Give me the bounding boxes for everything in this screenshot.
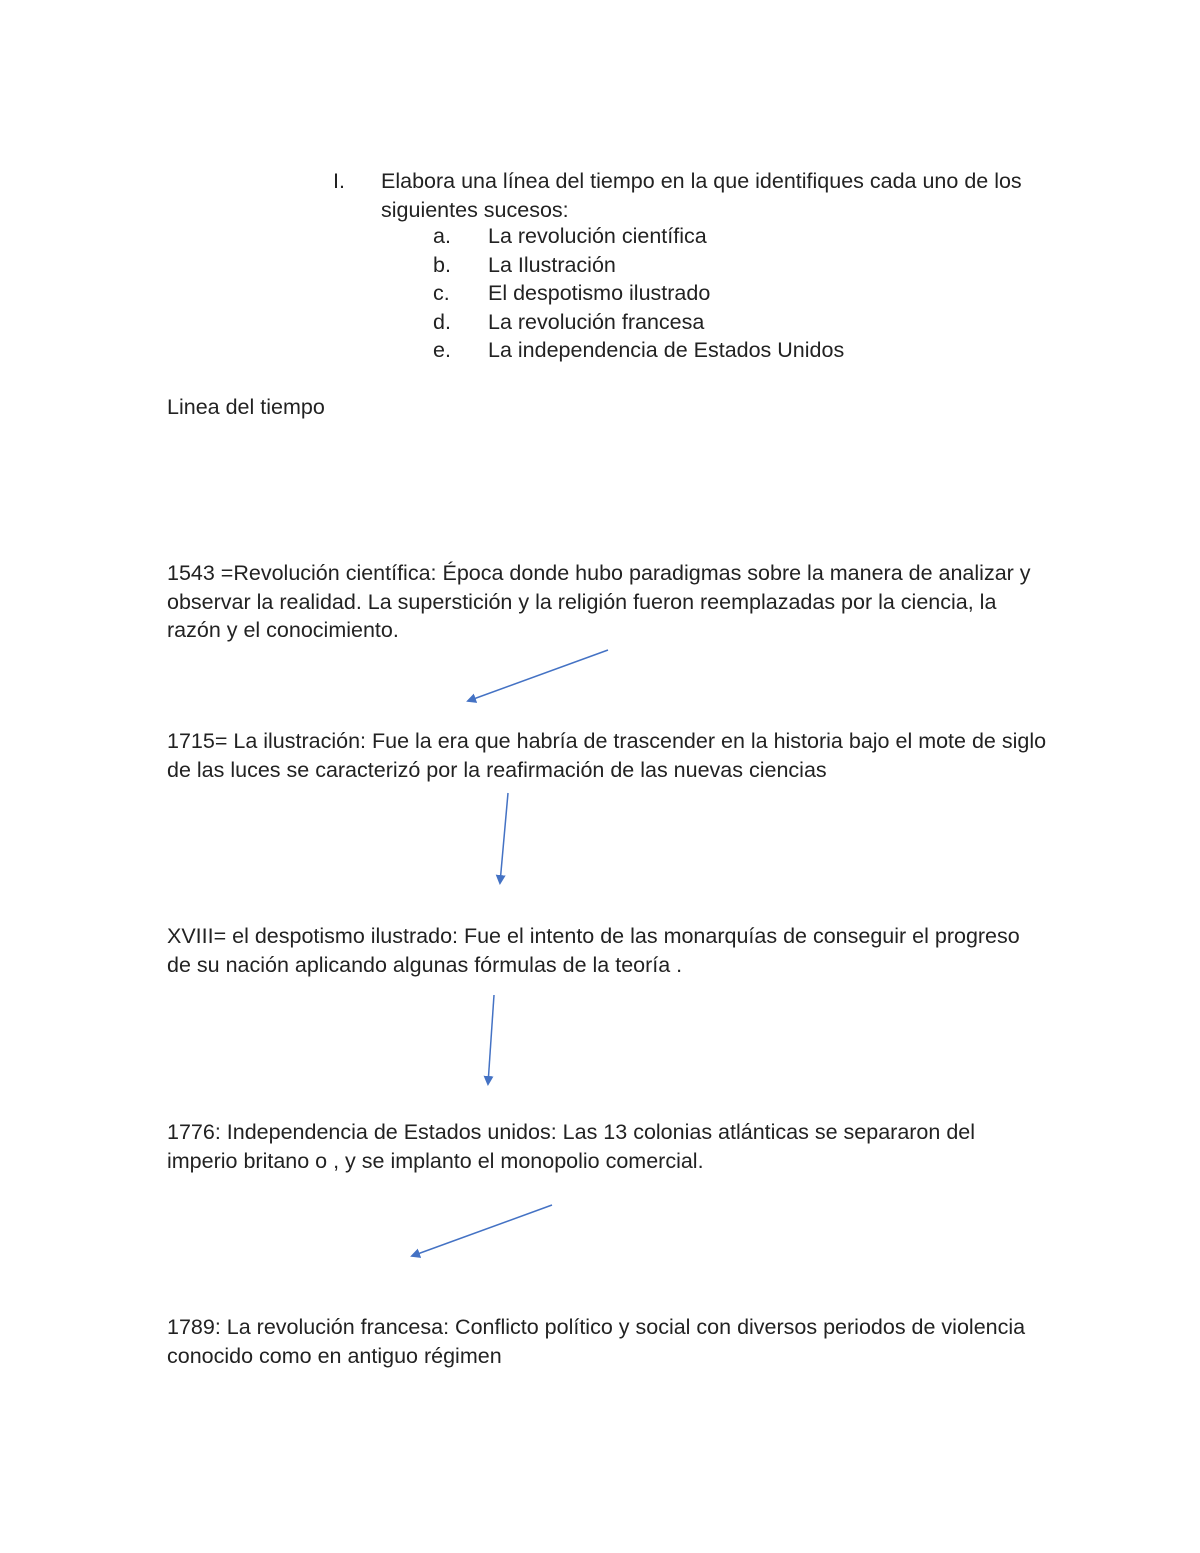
timeline-event-scientific-revolution: 1543 =Revolución científica: Época donde hubo paradigmas sobre la manera de analizar y observar la realidad. La superstición y la religión fueron reemplazadas por la ciencia, la razón y el conocimiento. (167, 561, 1031, 642)
list-item (433, 308, 844, 337)
arrow-3-icon (488, 995, 494, 1084)
events-list (433, 222, 844, 365)
list-marker: e. (433, 338, 451, 362)
list-marker: b. (433, 252, 451, 277)
list-marker: c. (433, 281, 450, 305)
list-item-label: La revolución francesa (488, 309, 705, 334)
arrow-4-icon (412, 1205, 552, 1256)
timeline-event-enlightenment: 1715= La ilustración: Fue la era que habría de trascender en la historia bajo el mote de siglo de las luces se caracterizó por la reafirmación de las nuevas ciencias (167, 729, 1047, 782)
timeline-event-french-revolution: 1789: La revolución francesa: Conflicto político y social con diversos periodos de violencia conocido como en antiguo régimen (167, 1315, 1026, 1368)
timeline-event-us-independence: 1776: Independencia de Estados unidos: Las 13 colonias atlánticas se separaron del imperio britano o , y se implanto el monopolio comercial. (167, 1120, 976, 1173)
list-item (433, 336, 844, 365)
list-marker: a. (433, 224, 451, 248)
list-marker: d. (433, 309, 451, 334)
list-item (433, 251, 844, 280)
list-item (433, 222, 844, 251)
question-text: Elabora una línea del tiempo en la que identifiques cada uno de los siguientes sucesos: (381, 169, 1022, 222)
list-item-label: El despotismo ilustrado (488, 281, 711, 305)
list-item-label: La Ilustración (488, 252, 616, 277)
list-item (433, 279, 844, 308)
list-item-label: La revolución científica (488, 224, 707, 248)
timeline-title: Linea del tiempo (167, 395, 325, 419)
arrow-1-icon (468, 650, 608, 701)
question-number: I. (333, 169, 345, 193)
timeline-event-enlightened-despotism: XVIII= el despotismo ilustrado: Fue el intento de las monarquías de conseguir el progreso de su nación aplicando algunas fórmulas de la teoría . (167, 924, 1020, 977)
list-item-label: La independencia de Estados Unidos (488, 338, 845, 362)
arrow-2-icon (500, 793, 508, 883)
